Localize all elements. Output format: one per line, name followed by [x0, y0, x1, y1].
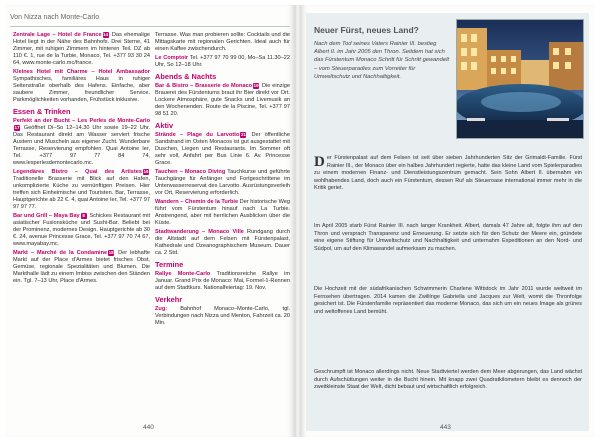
section-heading-essen: Essen & Trinken	[13, 107, 71, 116]
listing-text: Traditionsreiche Rallye im Januar. Grand Prix de Monaco: Mai, Formel-1-Rennen auf dem Stadtkurs. Nationalfeiertag: 19. Nov.	[155, 271, 290, 291]
listing-text: Der historische Weg führt vom Fürstentum hinauf nach La Turbie. Anstrengend, aber mit herrlichen Ausblicken über die Küste.	[155, 199, 290, 226]
section-heading: Termine	[155, 260, 184, 269]
page-number-right: 443	[440, 424, 451, 431]
map-number-badge: 18	[108, 250, 114, 255]
listing-text: Das ehemalige Hotel liegt in der Nähe des Bahnhofs. Drei Sterne, 41 Zimmer, mit ruhigen Zimmern im hinteren Teil. DZ ab 110 €. 1, rue de la Turbie, Monaco, Tel. +377 93 30 24 64, www.monte-carlo.mc/france.	[13, 32, 150, 66]
listing-name: Stadtwanderung – Monaco Ville	[155, 229, 244, 235]
listing-entry	[155, 55, 290, 69]
listing-entry	[155, 83, 290, 118]
page-number-left: 440	[143, 424, 154, 431]
listing-name: Bar und Grill – Maya Bay	[13, 213, 80, 219]
feature-box	[306, 13, 589, 431]
listing-name: Perfekt an der Bucht – Les Perles de Monte-Carlo	[13, 118, 150, 124]
listing-text: Rundgang durch die Altstadt auf dem Felsen mit Fürstenpalast, Kathedrale und Ozeanographischem Museum. Dauer ca. 2 Std.	[155, 229, 290, 256]
listing-text: Terrasse. Was man probieren sollte: Cocktails und die Mittagskarte mit regionalen Gerichten. Ideal auch für einen Kaffee zwischendurch.	[155, 32, 290, 52]
listing-text: Schickes Restaurant mit asiatischer Fusionsküche und Sushi-Bar. Beliebt bei der Prominenz, modernes Design. Hauptgerichte ab 30 €. 24, avenue Princesse Grace, Tel. +377 97 70 74 67, www.mayabay.mc.	[13, 213, 150, 247]
listing-text: Der öffentliche Sandstrand im Osten Monacos ist gut ausgestattet mit Duschen, Liegen und Restaurants. Im Sommer oft sehr voll, Anfahrt per Bus Linie 6. Av. Princesse Grace.	[155, 132, 290, 166]
listing-name: Zug:	[155, 306, 168, 312]
feature-paragraph-1	[314, 155, 582, 193]
listing-name: Rallye Monte-Carlo	[155, 271, 211, 277]
map-number-badge: 17	[14, 125, 20, 130]
listing-name: Legendäres Bistro – Quai des Artistes	[13, 169, 142, 175]
listing-entry	[155, 306, 290, 327]
map-number-badge: 21	[240, 132, 246, 137]
listing-text: Der lebhafte Markt auf der Place d'Armes bietet frisches Obst, Gemüse, regionale Spezialitäten und Blumen. Die Markthalle lädt zu einem Imbiss zwischen den Ständen ein. Tgl. 7–13 Uhr, Place d'Armes.	[13, 250, 150, 284]
listing-entry	[155, 132, 290, 167]
listing-entry	[13, 118, 150, 167]
left-column-b	[155, 32, 290, 418]
left-page	[5, 5, 295, 437]
section-heading: Aktiv	[155, 121, 174, 130]
listing-text: Sympathisches, familiäres Haus in ruhiger Seitenstraße oberhalb des Hafens. Einfache, aber saubere Zimmer, freundlicher Service. Parkmöglichkeiten vorhanden, Frühstück inklusive.	[13, 76, 150, 103]
listing-text: Tauchkurse und geführte Tauchgänge für Anfänger und Fortgeschrittene im Unterwasserreservat des Larvotto. Ausrüstungsverleih vor Ort, Reservierung erforderlich.	[155, 169, 290, 196]
listing-name: Markt – Marché de la Condamine	[13, 250, 108, 256]
listing-name: Zentrale Lage – Hotel de France	[13, 32, 102, 38]
listing-entry	[13, 213, 150, 248]
monte-carlo-photo	[456, 19, 584, 139]
listing-text: Die einzige Brauerei des Fürstentums braut ihr Bier direkt vor Ort. Lockere Atmosphäre, gute Snacks und Livemusik an den Wochenenden. Route de la Piscine, Tel. +377 97 98 51 20.	[155, 83, 290, 117]
listing-entry	[155, 169, 290, 197]
feature-intro: Nach dem Tod seines Vaters Rainier III. bestieg Albert II. im Jahr 2005 den Thron. Seitdem hat sich das Fürstentum Monaco Schritt für Schritt gewandelt – vom Steuerparadies zum Vorreiter für Umweltschutz und Nachhaltigkeit.	[314, 41, 449, 80]
listing-entry	[155, 199, 290, 227]
listing-entry	[155, 271, 290, 292]
map-number-badge: 8	[82, 213, 85, 218]
feature-paragraph-2: Im April 2005 starb Fürst Rainier III. nach langer Krankheit. Albert, damals 47 Jahre alt, folgte ihm auf den Thron und versprach Transparenz und Erneuerung. Er setzte sich für den Schutz der Meere ein, gründete eine eigene Stiftung für Umweltschutz und Nachhaltigkeit und unternahm Expeditionen an den Nord- und Südpol, um auf den Klimawandel aufmerksam zu machen.	[314, 223, 582, 252]
listing-name: Kleines Hotel mit Charme – Hotel Ambassador	[13, 69, 150, 75]
listing-text: Tel. +377 97 70 99 00, Mo–Sa 11.30–22 Uhr, So 12–18 Uhr.	[155, 55, 290, 68]
feature-title: Neuer Fürst, neues Land?	[314, 25, 419, 35]
listing-entry	[13, 250, 150, 285]
listing-name: Tauchen – Monaco Diving	[155, 169, 226, 175]
listing-entry	[155, 32, 290, 53]
listing-entry	[13, 69, 150, 104]
listing-name: Strände – Plage du Larvotto	[155, 132, 240, 138]
section-heading: Abends & Nachts	[155, 72, 217, 81]
map-number-badge: 19	[253, 83, 259, 88]
listing-name: Bar & Bistro – Brasserie de Monaco	[155, 83, 253, 89]
listing-entry	[13, 32, 150, 67]
feature-paragraph-3: Die Hochzeit mit der südafrikanischen Schwimmerin Charlene Wittstock im Jahr 2011 wurde weltweit im Fernsehen übertragen. 2014 kamen die Zwillinge Gabriella und Jacques zur Welt, womit die Thronfolge gesichert ist. Die Fürstenfamilie repräsentiert das moderne Monaco, das sich um ein neues Image als grünes und weltoffenes Land bemüht.	[314, 286, 582, 315]
listing-text: Traditionelle Brasserie mit Blick auf den Hafen, unkomplizierte Küche zu vernünftigen Preisen. Hier treffen sich Einheimische und Touristen. Bar, Terrasse, Hauptgerichte ab 22 €. 4, quai Antoine Ier, Tel. +377 97 97 97 77.	[13, 176, 150, 210]
listing-text: Bahnhof Monaco–Monte-Carlo, tgl. Verbindungen nach Nizza und Menton, Fahrzeit ca. 20 Min.	[155, 306, 290, 326]
map-number-badge: 16	[143, 169, 149, 174]
drop-cap: D	[314, 154, 325, 170]
section-heading: Verkehr	[155, 295, 183, 304]
feature-paragraph-4: Geschrumpft ist Monaco allerdings nicht. Neue Stadtviertel werden dem Meer abgerungen, das Land wächst durch Aufschüttungen weiter in die Bucht hinein. Mit knapp zwei Quadratkilometern bleibt es dennoch der zweitkleinste Staat der Welt, dicht bebaut und wirtschaftlich erfolgreich.	[314, 369, 582, 391]
listing-name: Le Comptoir	[155, 55, 189, 61]
left-column-a	[13, 32, 150, 418]
map-number-badge: 14	[102, 32, 109, 37]
running-head: Von Nizza nach Monte-Carlo	[10, 11, 290, 27]
listing-entry	[13, 169, 150, 211]
listing-entry	[155, 229, 290, 257]
listing-name: Wandern – Chemin de la Turbie	[155, 199, 239, 205]
right-page	[300, 5, 595, 437]
paragraph-text: er Fürstenpalast auf dem Felsen ist seit über sieben Jahrhunderten Sitz der Grimaldi-Familie. Fürst Rainier III., der Monaco über ein halbes Jahrhundert regierte, hatte das kleine Land vom Spielerparadies zu einem modernen Finanz- und Dienstleistungszentrum gemacht. Sein Sohn Albert II. übernahm ein wohlhabendes Land, doch auch ein Fürstentum, dessen Ruf als Steueroase international immer mehr in die Kritik geriet.	[314, 155, 582, 192]
listing-text: Geöffnet Di–So 12–14.30 Uhr sowie 19–22 Uhr. Das Restaurant direkt am Wasser serviert frische Austern und Muscheln aus eigener Zucht. Wunderbare Terrasse, Reservierung empfohlen. Quai Antoine Ier, Tel. +377 97 77 84 74, www.lesperlesdemontecarlo.mc.	[13, 125, 150, 166]
